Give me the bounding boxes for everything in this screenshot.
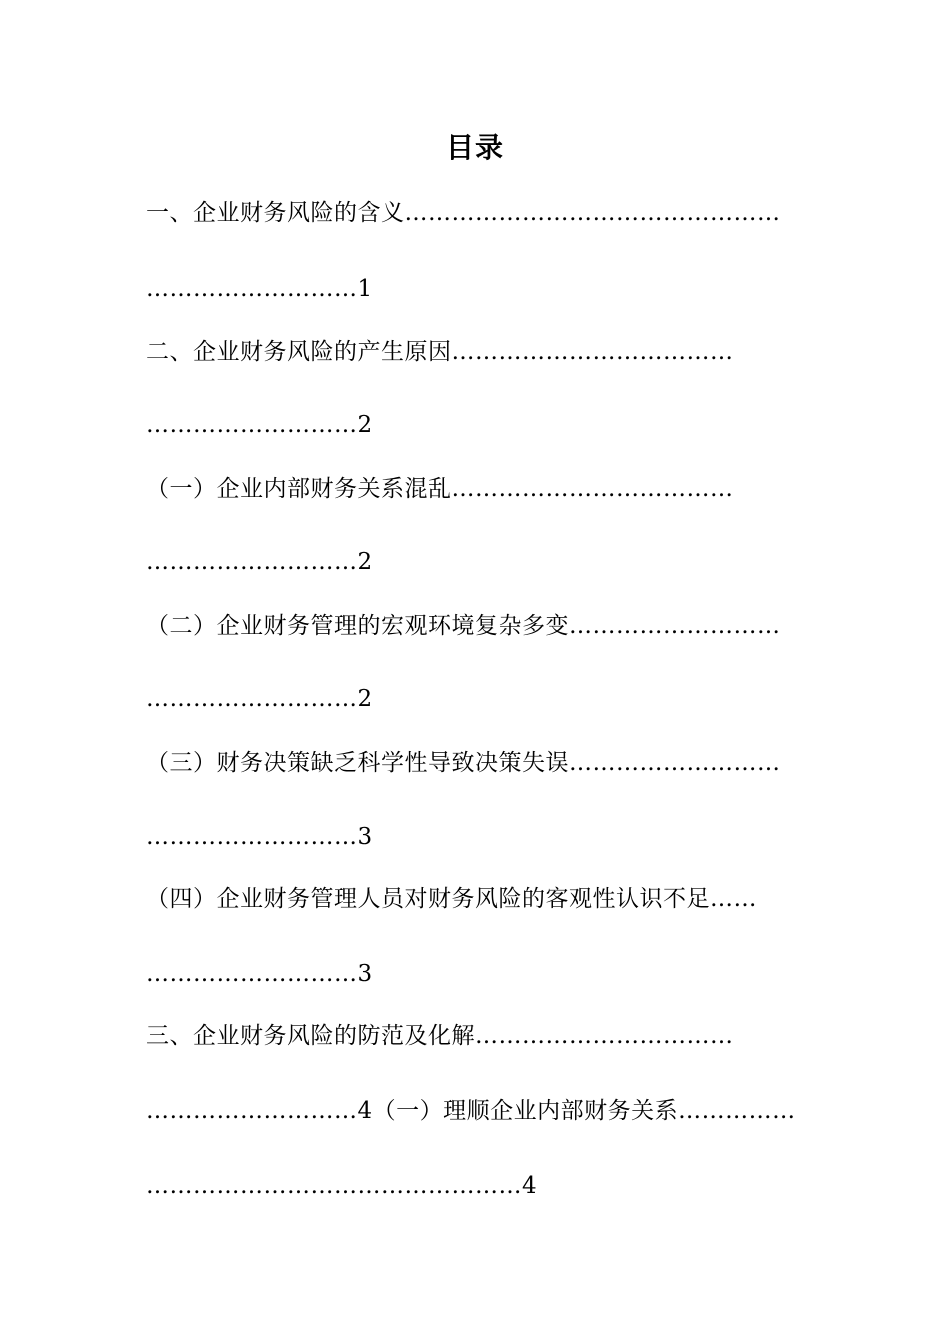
toc-line[interactable]: 二、企业财务风险的产生原因……………………………… [146,339,734,365]
toc-line[interactable]: ………………………4（一）理顺企业内部财务关系…………… [146,1098,796,1124]
toc-line[interactable]: ………………………2 [146,686,373,712]
toc-line[interactable]: （三）财务决策缺乏科学性导致决策失误……………………… [146,750,781,776]
toc-line[interactable]: ………………………2 [146,412,373,438]
toc-line[interactable]: （一）企业内部财务关系混乱……………………………… [146,476,734,502]
toc-title: 目录 [445,131,504,164]
toc-line[interactable]: ………………………1 [146,276,373,302]
toc-line[interactable]: …………………………………………4 [146,1173,538,1199]
toc-line[interactable]: 一、企业财务风险的含义………………………………………… [146,200,781,226]
toc-line[interactable]: ………………………3 [146,961,373,987]
toc-line[interactable]: 三、企业财务风险的防范及化解…………………………… [146,1023,734,1049]
toc-line[interactable]: ………………………2 [146,549,373,575]
toc-line[interactable]: ………………………3 [146,824,373,850]
toc-line[interactable]: （四）企业财务管理人员对财务风险的客观性认识不足…… [146,886,757,912]
toc-line[interactable]: （二）企业财务管理的宏观环境复杂多变……………………… [146,613,781,639]
